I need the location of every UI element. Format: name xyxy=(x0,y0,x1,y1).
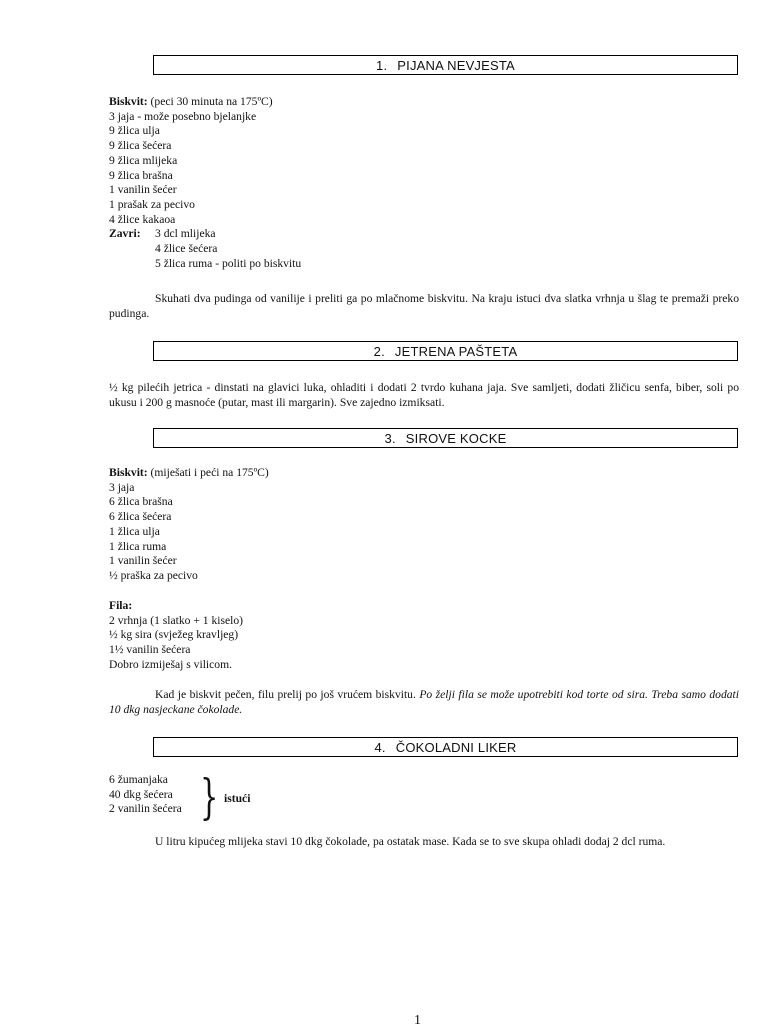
ingredient: 40 dkg šećera xyxy=(109,787,173,801)
instructions-text: Kad je biskvit pečen, filu prelij po još vrućem biskvitu. xyxy=(155,688,420,701)
recipe-4-ingredients xyxy=(109,773,182,817)
zavri-label: Zavri: xyxy=(109,227,141,241)
section-title-text: SIROVE KOCKE xyxy=(405,431,507,446)
section-title-text: PIJANA NEVJESTA xyxy=(397,58,515,73)
zavri-item: 5 žlica ruma - politi po biskvitu xyxy=(155,256,302,270)
ingredient: 6 žumanjaka xyxy=(109,773,168,786)
section-number: 3. xyxy=(384,431,396,446)
ingredient: 1 žlica ruma xyxy=(109,539,167,553)
section-number: 1. xyxy=(376,58,388,73)
curly-brace-icon: } xyxy=(200,769,219,825)
recipe-1-ingredients xyxy=(109,95,739,271)
zavri-row xyxy=(109,227,739,242)
ingredient: 9 žlica mlijeka xyxy=(109,153,178,167)
zavri-item: 3 dcl mlijeka xyxy=(155,227,216,241)
fila-item: Dobro izmiješaj s vilicom. xyxy=(109,657,233,671)
instructions-italic: Po želji fila se može upotrebiti kod torte od sira. Treba samo dodati 10 dkg nasjeckane čokolade. xyxy=(109,688,739,716)
section-title-1 xyxy=(153,55,738,75)
fila-item: 1½ vanilin šećera xyxy=(109,643,191,657)
brace-label: istući xyxy=(224,792,251,805)
ingredient: 3 jaja - može posebno bjelanjke xyxy=(109,109,257,123)
zavri-item: 4 žlice šećera xyxy=(155,242,218,256)
ingredient: 9 žlica šećera xyxy=(109,139,172,153)
recipe-4-instructions xyxy=(109,835,739,850)
ingredient: 1 prašak za pecivo xyxy=(109,197,195,211)
ingredient: ½ praška za pecivo xyxy=(109,568,198,582)
ingredient: 1 vanilin šećer xyxy=(109,554,177,568)
ingredient: 3 jaja xyxy=(109,480,135,494)
section-number: 2. xyxy=(373,344,385,359)
instructions-text: Skuhati dva pudinga od vanilije i preliti ga po mlačnome biskvitu. Na kraju istuci dva slatka vrhnja u šlag te premaži preko pudinga. xyxy=(109,292,739,320)
page-number: 1 xyxy=(414,1013,421,1028)
ingredient: 6 žlica šećera xyxy=(109,510,172,524)
section-title-text: ČOKOLADNI LIKER xyxy=(395,740,517,755)
biskvit-note: (peci 30 minuta na 175ºC) xyxy=(147,95,273,108)
biskvit-note: (miješati i peći na 175ºC) xyxy=(147,466,269,479)
ingredient: 9 žlica brašna xyxy=(109,168,173,182)
biskvit-label: Biskvit: xyxy=(109,95,148,108)
fila-label: Fila: xyxy=(109,599,133,612)
section-title-3 xyxy=(153,428,738,448)
section-title-2 xyxy=(153,341,738,361)
biskvit-heading xyxy=(109,95,739,110)
fila-item: 2 vrhnja (1 slatko + 1 kiselo) xyxy=(109,613,244,627)
ingredient: 6 žlica brašna xyxy=(109,495,173,509)
recipe-3-instructions xyxy=(109,688,739,717)
ingredient: 9 žlica ulja xyxy=(109,124,160,138)
section-number: 4. xyxy=(374,740,386,755)
recipe-3-ingredients xyxy=(109,466,739,584)
biskvit-label: Biskvit: xyxy=(109,466,148,479)
recipe-1-instructions xyxy=(109,292,739,321)
ingredient: 4 žlice kakaoa xyxy=(109,212,176,226)
instructions-text: U litru kipućeg mlijeka stavi 10 dkg čokolade, pa ostatak mase. Kada se to sve skupa ohladi dodaj 2 dcl ruma. xyxy=(155,835,666,848)
section-title-4 xyxy=(153,737,738,757)
recipe-2-instructions xyxy=(109,381,739,410)
ingredient: 1 vanilin šećer xyxy=(109,183,177,197)
fila-item: ½ kg sira (svježeg kravljeg) xyxy=(109,628,239,642)
biskvit-heading xyxy=(109,466,739,481)
section-title-text: JETRENA PAŠTETA xyxy=(394,344,518,359)
ingredient: 2 vanilin šećera xyxy=(109,802,182,816)
recipe-3-fila xyxy=(109,599,739,673)
ingredient: 1 žlica ulja xyxy=(109,524,160,538)
instructions-text: ½ kg pilećih jetrica - dinstati na glavici luka, ohladiti i dodati 2 tvrdo kuhana jaja. Sve samljeti, dodati žličicu senfa, biber, soli po ukusu i 200 g masnoće (putar, mast ili margarin). Sve zajedno izmiksati. xyxy=(109,381,739,409)
